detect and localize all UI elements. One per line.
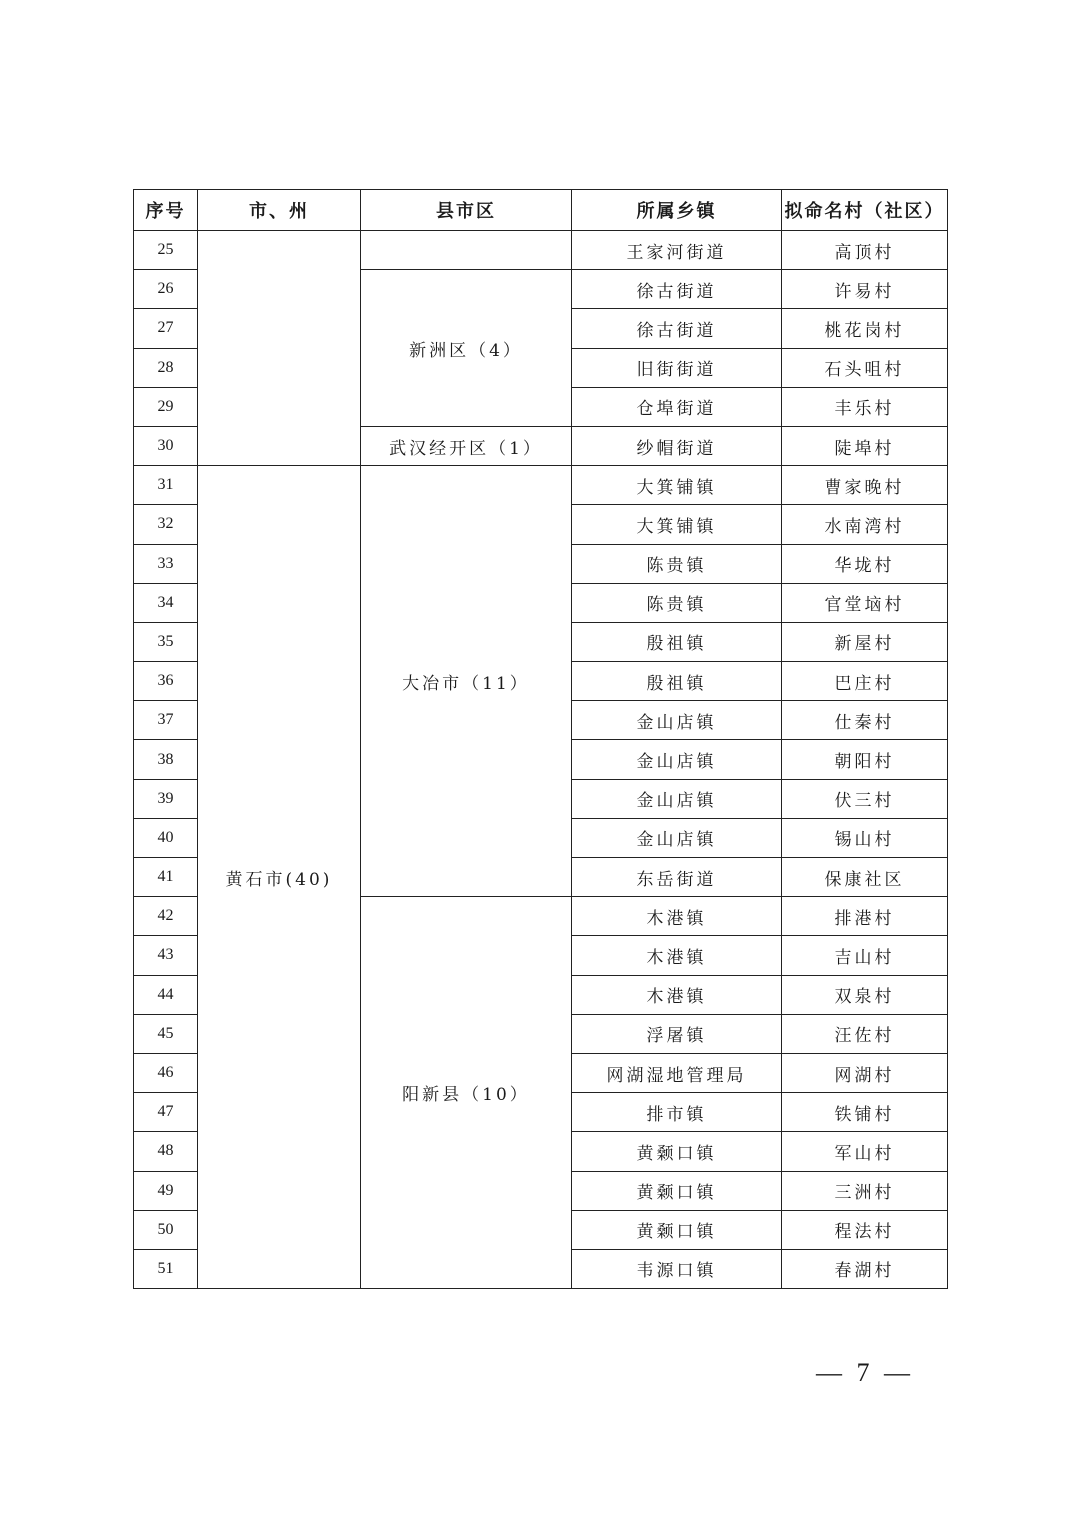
county-cell: 大冶市（11） bbox=[361, 466, 572, 897]
row-seq: 37 bbox=[134, 701, 198, 740]
row-seq: 39 bbox=[134, 779, 198, 818]
town-cell: 浮屠镇 bbox=[572, 1014, 782, 1053]
row-seq: 28 bbox=[134, 348, 198, 387]
row-seq: 31 bbox=[134, 466, 198, 505]
town-cell: 大箕铺镇 bbox=[572, 466, 782, 505]
row-seq: 48 bbox=[134, 1132, 198, 1171]
village-cell: 军山村 bbox=[782, 1132, 948, 1171]
row-seq: 43 bbox=[134, 936, 198, 975]
town-cell: 木港镇 bbox=[572, 897, 782, 936]
village-cell: 双泉村 bbox=[782, 975, 948, 1014]
town-cell: 旧街街道 bbox=[572, 348, 782, 387]
village-cell: 春湖村 bbox=[782, 1249, 948, 1288]
row-seq: 38 bbox=[134, 740, 198, 779]
table-header-row bbox=[134, 190, 948, 231]
village-cell: 桃花岗村 bbox=[782, 309, 948, 348]
row-seq: 45 bbox=[134, 1014, 198, 1053]
county-cell: 阳新县（10） bbox=[361, 897, 572, 1289]
village-cell: 吉山村 bbox=[782, 936, 948, 975]
town-cell: 木港镇 bbox=[572, 936, 782, 975]
village-cell: 曹家晚村 bbox=[782, 466, 948, 505]
row-seq: 35 bbox=[134, 622, 198, 661]
row-seq: 30 bbox=[134, 426, 198, 465]
header-seq: 序号 bbox=[134, 190, 198, 231]
village-list-table bbox=[133, 189, 948, 1289]
town-cell: 殷祖镇 bbox=[572, 662, 782, 701]
village-cell: 高顶村 bbox=[782, 231, 948, 270]
town-cell: 东岳街道 bbox=[572, 858, 782, 897]
village-cell: 汪佐村 bbox=[782, 1014, 948, 1053]
village-cell: 三洲村 bbox=[782, 1171, 948, 1210]
county-cell bbox=[361, 231, 572, 270]
row-seq: 46 bbox=[134, 1053, 198, 1092]
town-cell: 徐古街道 bbox=[572, 309, 782, 348]
town-cell: 金山店镇 bbox=[572, 701, 782, 740]
village-cell: 官堂垴村 bbox=[782, 583, 948, 622]
town-cell: 排市镇 bbox=[572, 1093, 782, 1132]
village-cell: 石头咀村 bbox=[782, 348, 948, 387]
county-cell: 武汉经开区（1） bbox=[361, 426, 572, 465]
town-cell: 黄颡口镇 bbox=[572, 1132, 782, 1171]
town-cell: 黄颡口镇 bbox=[572, 1210, 782, 1249]
village-cell: 网湖村 bbox=[782, 1053, 948, 1092]
village-cell: 巴庄村 bbox=[782, 662, 948, 701]
town-cell: 金山店镇 bbox=[572, 779, 782, 818]
row-seq: 25 bbox=[134, 231, 198, 270]
row-seq: 33 bbox=[134, 544, 198, 583]
city-cell bbox=[198, 231, 361, 466]
row-seq: 41 bbox=[134, 858, 198, 897]
village-cell: 仕秦村 bbox=[782, 701, 948, 740]
town-cell: 韦源口镇 bbox=[572, 1249, 782, 1288]
row-seq: 47 bbox=[134, 1093, 198, 1132]
village-cell: 伏三村 bbox=[782, 779, 948, 818]
town-cell: 徐古街道 bbox=[572, 270, 782, 309]
town-cell: 纱帽街道 bbox=[572, 426, 782, 465]
town-cell: 殷祖镇 bbox=[572, 622, 782, 661]
header-village: 拟命名村（社区） bbox=[782, 190, 948, 231]
row-seq: 29 bbox=[134, 387, 198, 426]
town-cell: 陈贵镇 bbox=[572, 544, 782, 583]
village-cell: 陡埠村 bbox=[782, 426, 948, 465]
header-town: 所属乡镇 bbox=[572, 190, 782, 231]
town-cell: 陈贵镇 bbox=[572, 583, 782, 622]
row-seq: 32 bbox=[134, 505, 198, 544]
town-cell: 大箕铺镇 bbox=[572, 505, 782, 544]
row-seq: 49 bbox=[134, 1171, 198, 1210]
village-cell: 程法村 bbox=[782, 1210, 948, 1249]
town-cell: 网湖湿地管理局 bbox=[572, 1053, 782, 1092]
village-cell: 铁铺村 bbox=[782, 1093, 948, 1132]
table-row bbox=[134, 231, 948, 270]
county-cell: 新洲区（4） bbox=[361, 270, 572, 427]
town-cell: 木港镇 bbox=[572, 975, 782, 1014]
town-cell: 金山店镇 bbox=[572, 740, 782, 779]
row-seq: 36 bbox=[134, 662, 198, 701]
city-cell: 黄石市(40) bbox=[198, 466, 361, 1289]
row-seq: 40 bbox=[134, 818, 198, 857]
row-seq: 44 bbox=[134, 975, 198, 1014]
village-cell: 华垅村 bbox=[782, 544, 948, 583]
town-cell: 仓埠街道 bbox=[572, 387, 782, 426]
village-list-table-container bbox=[133, 189, 947, 1289]
village-cell: 保康社区 bbox=[782, 858, 948, 897]
header-city: 市、州 bbox=[198, 190, 361, 231]
village-cell: 水南湾村 bbox=[782, 505, 948, 544]
row-seq: 27 bbox=[134, 309, 198, 348]
page-number: — 7 — bbox=[816, 1358, 914, 1387]
row-seq: 26 bbox=[134, 270, 198, 309]
town-cell: 黄颡口镇 bbox=[572, 1171, 782, 1210]
village-cell: 锡山村 bbox=[782, 818, 948, 857]
village-cell: 新屋村 bbox=[782, 622, 948, 661]
table-row bbox=[134, 466, 948, 505]
town-cell: 金山店镇 bbox=[572, 818, 782, 857]
village-cell: 排港村 bbox=[782, 897, 948, 936]
village-cell: 丰乐村 bbox=[782, 387, 948, 426]
row-seq: 51 bbox=[134, 1249, 198, 1288]
village-cell: 朝阳村 bbox=[782, 740, 948, 779]
row-seq: 50 bbox=[134, 1210, 198, 1249]
town-cell: 王家河街道 bbox=[572, 231, 782, 270]
row-seq: 42 bbox=[134, 897, 198, 936]
village-cell: 许易村 bbox=[782, 270, 948, 309]
row-seq: 34 bbox=[134, 583, 198, 622]
header-county: 县市区 bbox=[361, 190, 572, 231]
